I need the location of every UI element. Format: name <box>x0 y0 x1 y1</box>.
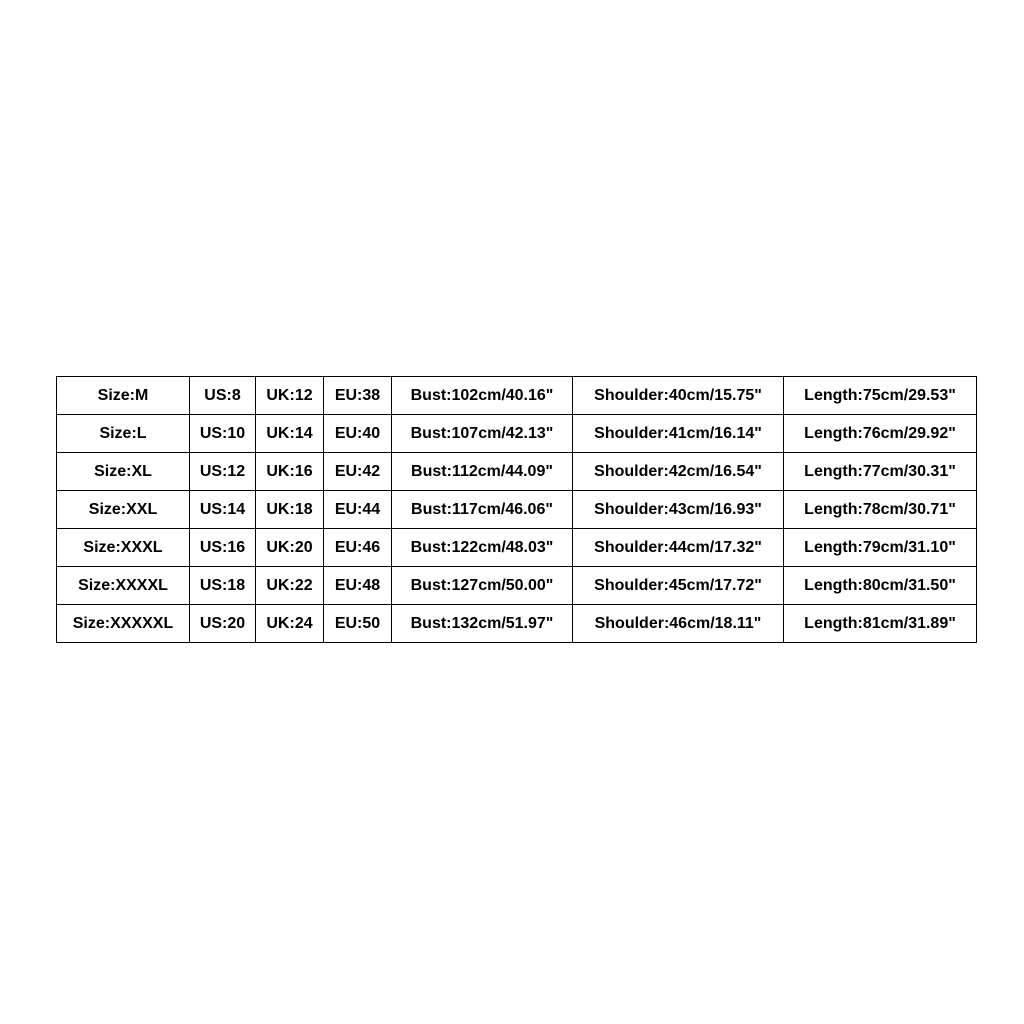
shoulder-cell: Shoulder:41cm/16.14" <box>573 415 784 453</box>
length-cell: Length:76cm/29.92" <box>784 415 977 453</box>
shoulder-cell: Shoulder:44cm/17.32" <box>573 529 784 567</box>
shoulder-cell: Shoulder:40cm/15.75" <box>573 377 784 415</box>
bust-cell: Bust:117cm/46.06" <box>392 491 573 529</box>
length-cell: Length:75cm/29.53" <box>784 377 977 415</box>
us-size-cell: US:12 <box>190 453 256 491</box>
length-cell: Length:79cm/31.10" <box>784 529 977 567</box>
uk-size-cell: UK:22 <box>256 567 324 605</box>
bust-cell: Bust:112cm/44.09" <box>392 453 573 491</box>
us-size-cell: US:8 <box>190 377 256 415</box>
size-cell: Size:M <box>57 377 190 415</box>
bust-cell: Bust:132cm/51.97" <box>392 605 573 643</box>
shoulder-cell: Shoulder:46cm/18.11" <box>573 605 784 643</box>
bust-cell: Bust:102cm/40.16" <box>392 377 573 415</box>
table-row <box>57 415 977 453</box>
bust-cell: Bust:107cm/42.13" <box>392 415 573 453</box>
size-cell: Size:XXL <box>57 491 190 529</box>
us-size-cell: US:18 <box>190 567 256 605</box>
eu-size-cell: EU:46 <box>324 529 392 567</box>
table-row <box>57 453 977 491</box>
us-size-cell: US:10 <box>190 415 256 453</box>
size-cell: Size:XXXXL <box>57 567 190 605</box>
table-row <box>57 377 977 415</box>
uk-size-cell: UK:16 <box>256 453 324 491</box>
eu-size-cell: EU:48 <box>324 567 392 605</box>
shoulder-cell: Shoulder:42cm/16.54" <box>573 453 784 491</box>
shoulder-cell: Shoulder:43cm/16.93" <box>573 491 784 529</box>
uk-size-cell: UK:24 <box>256 605 324 643</box>
table-row <box>57 567 977 605</box>
shoulder-cell: Shoulder:45cm/17.72" <box>573 567 784 605</box>
eu-size-cell: EU:42 <box>324 453 392 491</box>
eu-size-cell: EU:50 <box>324 605 392 643</box>
length-cell: Length:78cm/30.71" <box>784 491 977 529</box>
eu-size-cell: EU:38 <box>324 377 392 415</box>
table-row <box>57 529 977 567</box>
bust-cell: Bust:127cm/50.00" <box>392 567 573 605</box>
eu-size-cell: EU:40 <box>324 415 392 453</box>
uk-size-cell: UK:18 <box>256 491 324 529</box>
size-chart-table <box>56 376 977 643</box>
uk-size-cell: UK:14 <box>256 415 324 453</box>
size-cell: Size:XXXXXL <box>57 605 190 643</box>
size-cell: Size:XXXL <box>57 529 190 567</box>
bust-cell: Bust:122cm/48.03" <box>392 529 573 567</box>
us-size-cell: US:20 <box>190 605 256 643</box>
uk-size-cell: UK:12 <box>256 377 324 415</box>
size-cell: Size:L <box>57 415 190 453</box>
size-cell: Size:XL <box>57 453 190 491</box>
table-row <box>57 491 977 529</box>
us-size-cell: US:16 <box>190 529 256 567</box>
table-row <box>57 605 977 643</box>
uk-size-cell: UK:20 <box>256 529 324 567</box>
length-cell: Length:80cm/31.50" <box>784 567 977 605</box>
eu-size-cell: EU:44 <box>324 491 392 529</box>
length-cell: Length:77cm/30.31" <box>784 453 977 491</box>
us-size-cell: US:14 <box>190 491 256 529</box>
length-cell: Length:81cm/31.89" <box>784 605 977 643</box>
